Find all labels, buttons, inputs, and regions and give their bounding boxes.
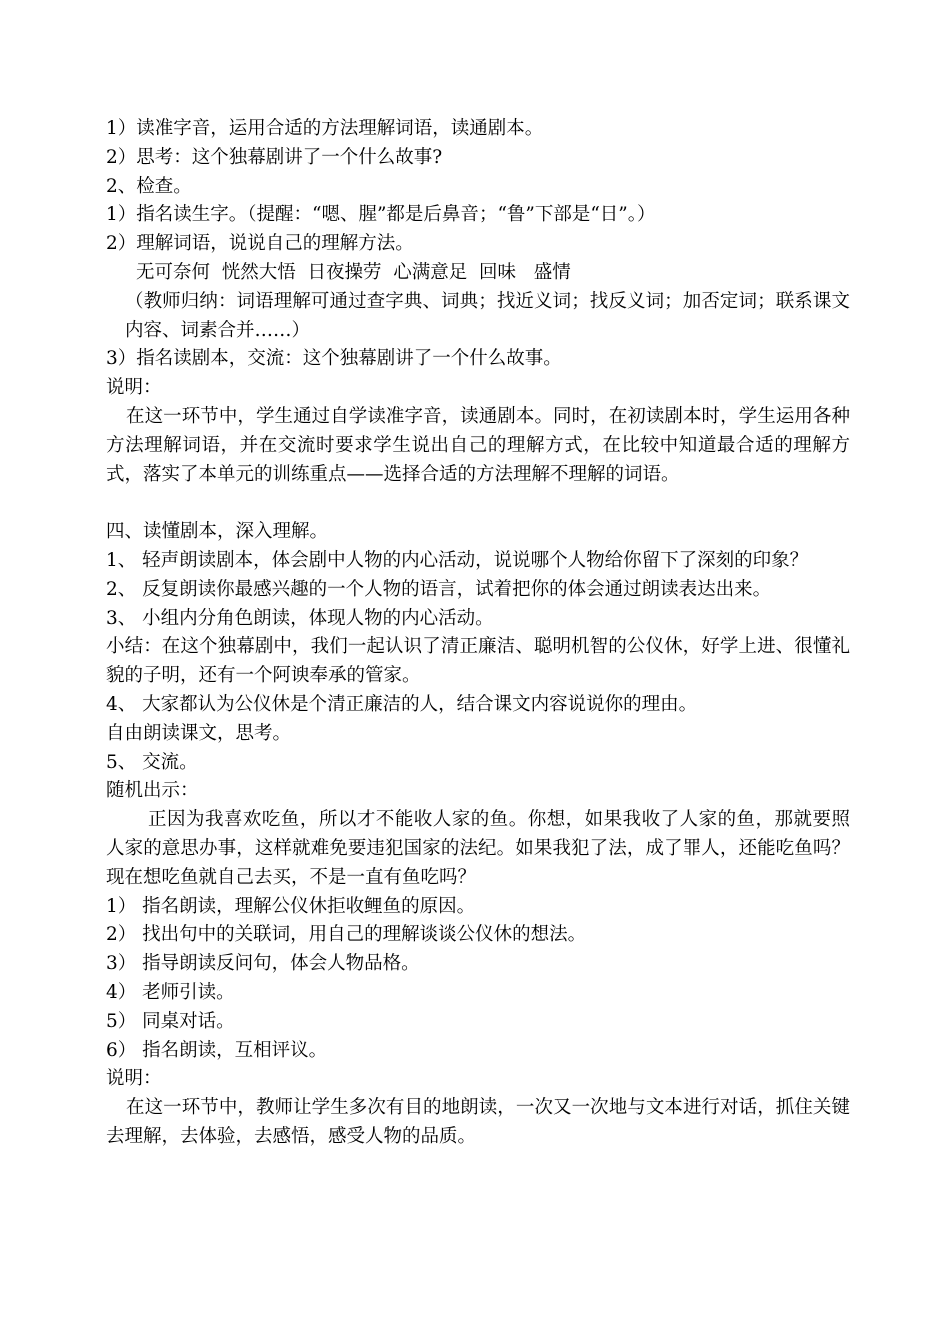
document-body [106,115,850,1152]
text-line: 3、 小组内分角色朗读，体现人物的内心活动。 [106,607,494,629]
explanation-label: 说明： [106,377,162,399]
text-line: 5、 交流。 [106,751,198,773]
text-line: 2）理解词语，说说自己的理解方法。 [106,233,414,255]
text-line: 4、 大家都认为公仪休是个清正廉洁的人，结合课文内容说说你的理由。 [106,693,698,715]
text-line: 1）读准字音，运用合适的方法理解词语，读通剧本。 [106,118,544,139]
explanation-label: 说明： [106,1068,162,1090]
text-line: 随机出示： [106,780,199,802]
text-line: 1） 指名朗读，理解公仪休拒收鲤鱼的原因。 [106,895,476,917]
teacher-summary-note: （教师归纳：词语理解可通过查字典、词典；找近义词；找反义词；加否定词；联系课文内容、词素合并……） [125,290,850,341]
text-line: 3）指名读剧本，交流：这个独幕剧讲了一个什么故事。 [106,348,562,370]
text-line: 2） 找出句中的关联词，用自己的理解谈谈公仪休的想法。 [106,924,587,946]
text-line: 1）指名读生字。（提醒：“嗯、腥”都是后鼻音；“鲁”下部是“日”。） [106,204,656,226]
text-line: 4） 老师引读。 [106,981,235,1003]
quoted-passage: 正因为我喜欢吃鱼，所以才不能收人家的鱼。你想，如果我收了人家的鱼，那就要照人家的意思办事，这样就难免要违犯国家的法纪。如果我犯了法，成了罪人，还能吃鱼吗？现在想吃鱼就自己去买，不是一直有鱼吃吗？ [106,809,850,888]
text-line: 2）思考：这个独幕剧讲了一个什么故事? [106,146,443,168]
explanation-paragraph: 在这一环节中，教师让学生多次有目的地朗读，一次又一次地与文本进行对话，抓住关键去理解，去体验，去感悟，感受人物的品质。 [106,1097,850,1147]
text-line: 5） 同桌对话。 [106,1010,235,1032]
text-line: 自由朗读课文，思考。 [106,722,292,744]
section-heading: 四、读懂剧本，深入理解。 [106,521,329,543]
blank-line [106,489,850,518]
text-paragraph: 1、 轻声朗读剧本，体会剧中人物的内心活动，说说哪个人物给你留下了深刻的印象？ [106,549,809,571]
vocabulary-list: 无可奈何 恍然大悟 日夜操劳 心满意足 回味 盛情 [136,261,571,283]
explanation-paragraph: 在这一环节中，学生通过自学读准字音，读通剧本。同时，在初读剧本时，学生运用各种方法理解词语，并在交流时要求学生说出自己的理解方式，在比较中知道最合适的理解方式，落实了本单元的训练重点——选择合适的方法理解不理解的词语。 [106,405,850,485]
text-line: 2、检查。 [106,175,192,197]
summary-paragraph: 小结：在这个独幕剧中，我们一起认识了清正廉洁、聪明机智的公仪休，好学上进、很懂礼貌的子明，还有一个阿谀奉承的管家。 [106,636,850,687]
text-paragraph: 2、 反复朗读你最感兴趣的一个人物的语言，试着把你的体会通过朗读表达出来。 [106,578,772,600]
text-line: 6） 指名朗读，互相评议。 [106,1039,328,1061]
text-line: 3） 指导朗读反问句，体会人物品格。 [106,953,420,975]
